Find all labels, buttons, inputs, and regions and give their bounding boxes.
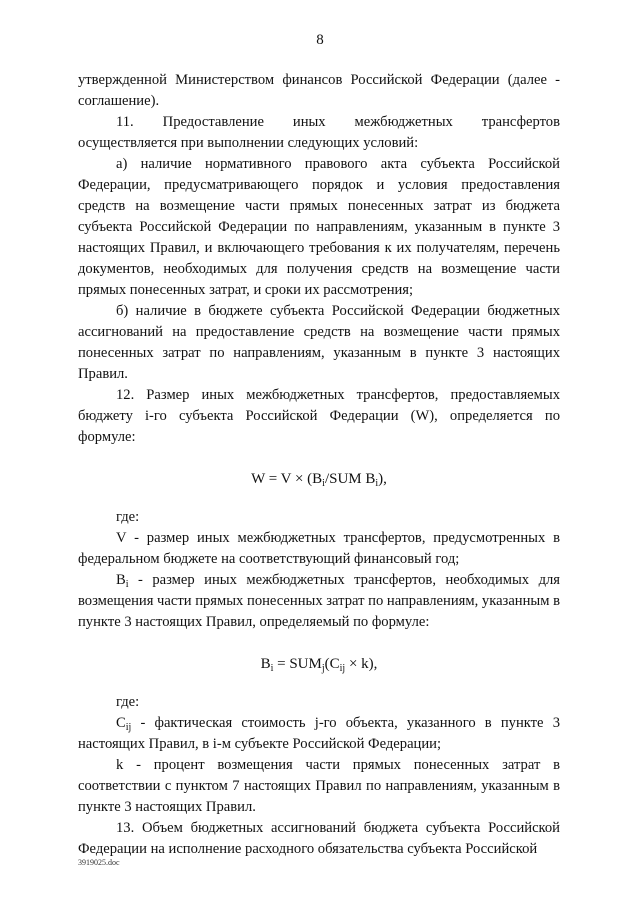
formula-bi-c: (C	[324, 656, 340, 672]
symbol-c: C	[116, 715, 126, 731]
paragraph-11: 11. Предоставление иных межбюджетных трансфертов осуществляется при выполнении следующих условий:	[78, 114, 560, 151]
formula-w-mid: /SUM B	[324, 471, 376, 487]
symbol-b-sub: i	[125, 579, 129, 590]
paragraph-12: 12. Размер иных межбюджетных трансфертов, предоставляемых бюджету i-го субъекта Российской Федерации (W), определяется по формуле:	[78, 387, 560, 445]
formula-bi-mid: = SUM	[273, 656, 322, 672]
definition-k	[78, 755, 560, 818]
formula-bi-end: × k),	[345, 656, 378, 672]
formula-w-lhs: W = V × (B	[251, 471, 323, 487]
formula-w-end: ),	[378, 471, 387, 487]
formula-bi	[78, 654, 560, 675]
symbol-v: V	[116, 530, 127, 546]
symbol-k: k	[116, 757, 124, 773]
formula-w	[78, 469, 560, 490]
paragraph-11-a: а) наличие нормативного правового акта субъекта Российской Федерации, предусматривающего порядок и условия предоставления средств на возмещение части прямых понесенных затрат из бюджета субъекта Российской Федерации по направлениям, указанным в пункте 3 настоящих Правил, и включающего требования к их получателям, перечень документов, необходимых для получения средств на возмещение части прямых понесенных затрат, и сроки их рассмотрения;	[78, 156, 560, 298]
formula-bi-sub1: i	[270, 663, 274, 674]
page-number: 8	[316, 32, 324, 48]
file-name-footer: 3919025.doc	[78, 858, 120, 867]
definition-bi	[78, 570, 560, 633]
formula-bi-lhs: B	[260, 656, 271, 672]
document-body	[78, 70, 560, 860]
definition-v	[78, 528, 560, 570]
where-label-1: где:	[116, 509, 140, 525]
definition-v-text: - размер иных межбюджетных трансфертов, предусмотренных в федеральном бюджете на соответствующий финансовый год;	[78, 530, 560, 567]
formula-w-sub1: i	[322, 478, 325, 489]
definition-bi-text: - размер иных межбюджетных трансфертов, необходимых для возмещения части прямых понесенных затрат по направлениям, указанным в пункте 3 настоящих Правил, определяемый по формуле:	[78, 572, 560, 630]
formula-bi-sub2: j	[321, 663, 325, 674]
definition-cij	[78, 713, 560, 755]
definition-cij-text: - фактическая стоимость j-го объекта, указанного в пункте 3 настоящих Правил, в i-м субъекте Российской Федерации;	[78, 715, 560, 752]
paragraph-continuation: утвержденной Министерством финансов Российской Федерации (далее - соглашение).	[78, 72, 560, 109]
paragraph-13: 13. Объем бюджетных ассигнований бюджета субъекта Российской Федерации на исполнение расходного обязательства субъекта Российской	[78, 820, 560, 857]
formula-w-sub2: i	[375, 478, 379, 489]
symbol-b: B	[116, 572, 126, 588]
symbol-c-sub: ij	[125, 722, 132, 733]
formula-bi-sub3: ij	[339, 663, 346, 674]
definition-k-text: - процент возмещения части прямых понесенных затрат в соответствии с пунктом 7 настоящих Правил по направлениям, указанным в пункте 3 настоящих Правил.	[78, 757, 560, 815]
where-label-2: где:	[116, 694, 140, 710]
paragraph-11-b: б) наличие в бюджете субъекта Российской Федерации бюджетных ассигнований на предоставление средств на возмещение части прямых понесенных затрат по направлениям, указанным в пункте 3 настоящих Правил.	[78, 303, 560, 382]
